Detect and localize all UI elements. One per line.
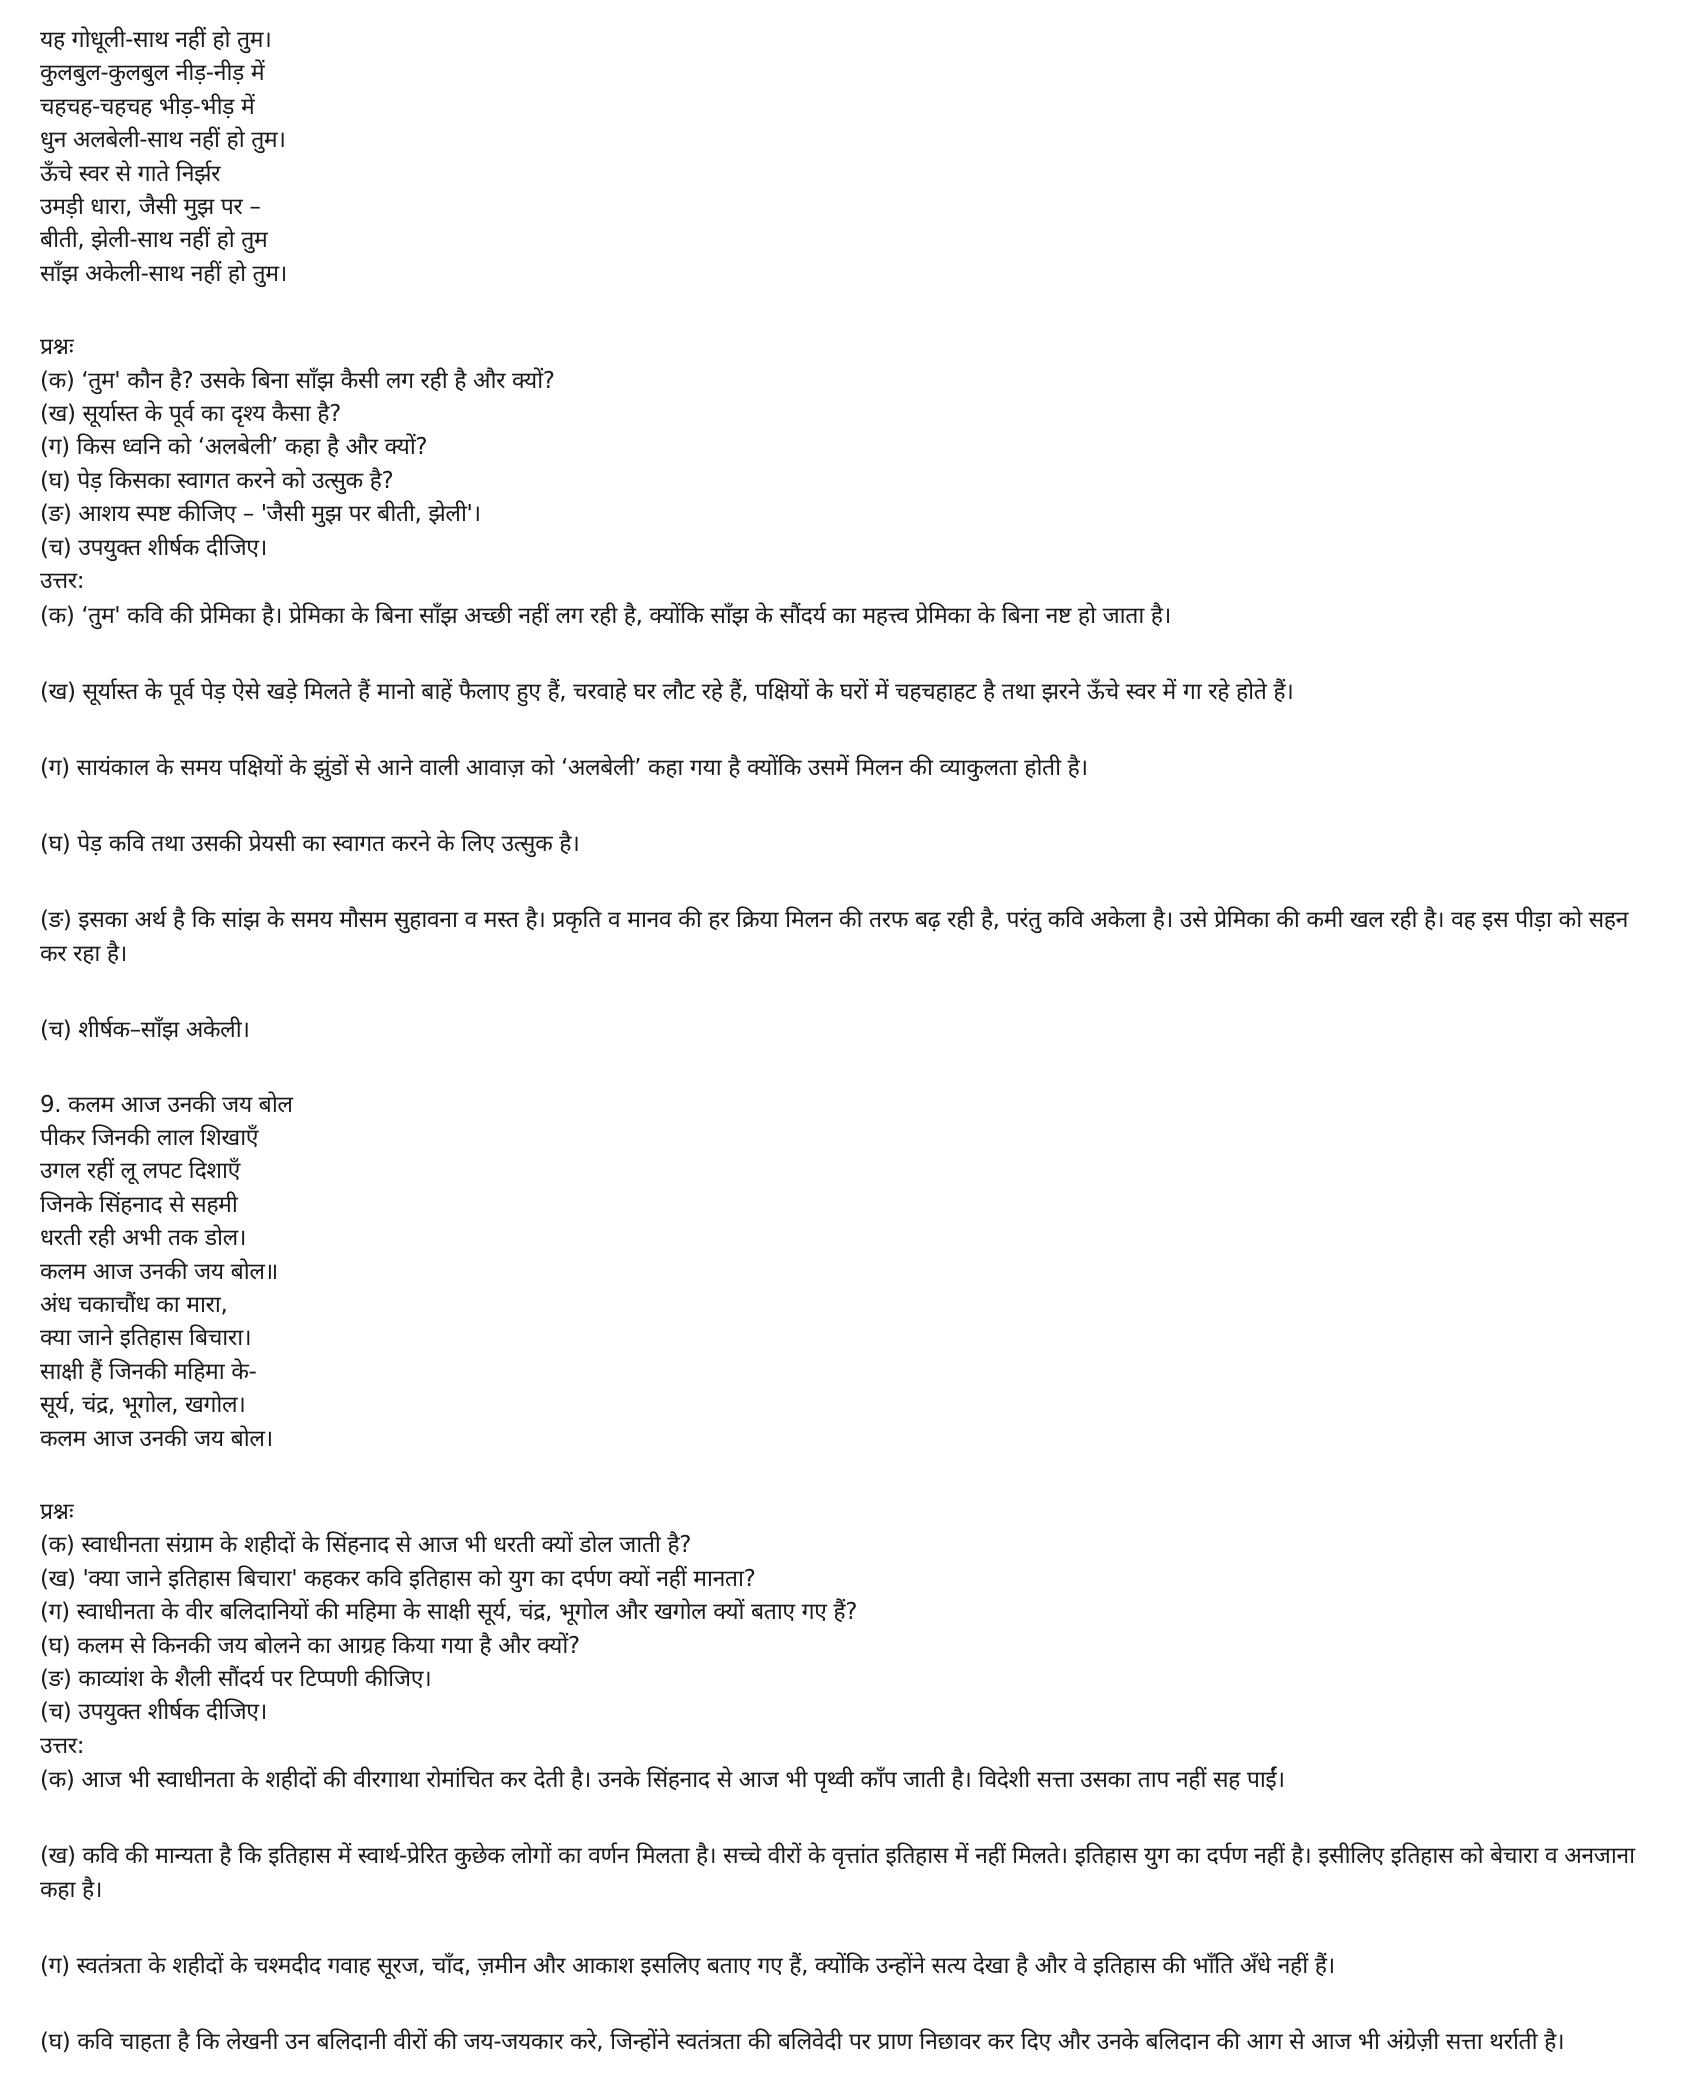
poem-line: ऊँचे स्वर से गाते निर्झर: [40, 160, 221, 187]
poem-line: पीकर जिनकी लाल शिखाएँ: [40, 1124, 259, 1151]
poem-line: सूर्य, चंद्र, भूगोल, खगोल।: [40, 1392, 246, 1419]
poem-line: कुलबुल-कुलबुल नीड़-नीड़ में: [40, 60, 265, 87]
poem-line: 9. कलम आज उनकी जय बोल: [40, 1091, 293, 1118]
poem-line: चहचह-चहचह भीड़-भीड़ में: [40, 93, 255, 120]
question-item: (घ) पेड़ किसका स्वागत करने को उत्सुक है?: [40, 467, 394, 494]
question-item: (ख) 'क्या जाने इतिहास बिचारा' कहकर कवि इतिहास को युग का दर्पण क्यों नहीं मानता?: [40, 1565, 756, 1592]
poem-line: यह गोधूली-साथ नहीं हो तुम।: [40, 27, 272, 53]
document-page: [40, 24, 1660, 2059]
poem-line: अंध चकाचौंध का मारा,: [40, 1291, 228, 1318]
answer-paragraph: (घ) कवि चाहता है कि लेखनी उन बलिदानी वीरों की जय-जयकार करे, जिन्होंने स्वतंत्रता की बलिवेदी पर प्राण निछावर कर दिए और उनके बलिदान की आग से आज भी अंग्रेज़ी सत्ता थर्राती है।: [40, 2029, 1565, 2056]
poem-line: उगल रहीं लू लपट दिशाएँ: [40, 1158, 240, 1185]
question-item: (ख) सूर्यास्त के पूर्व का दृश्य कैसा है?: [40, 401, 341, 428]
answer-paragraph: (ख) सूर्यास्त के पूर्व पेड़ ऐसे खड़े मिलते हैं मानो बाहें फैलाए हुए हैं, चरवाहे घर लौट रहे हैं, पक्षियों के घरों में चहचहाहट है तथा झरने ऊँचे स्वर में गा रहे होते हैं।: [40, 678, 1294, 705]
poem-line: बीती, झेली-साथ नहीं हो तुम: [40, 227, 268, 254]
answer-paragraph: (ख) कवि की मान्यता है कि इतिहास में स्वार्थ-प्रेरित कुछेक लोगों का वर्णन मिलता है। सच्चे वीरों के वृत्तांत इतिहास में नहीं मिलते। इतिहास युग का दर्पण नहीं है। इसीलिए इतिहास को बेचारा व अनजाना कहा है।: [40, 1843, 1635, 1904]
poem-2: [40, 1089, 1660, 1456]
answer-heading: उत्तर:: [40, 568, 85, 595]
poem-line: उमड़ी धारा, जैसी मुझ पर –: [40, 194, 261, 221]
questions-heading: प्रश्नः: [40, 1498, 74, 1525]
answer-paragraph: (क) आज भी स्वाधीनता के शहीदों की वीरगाथा रोमांचित कर देती है। उनके सिंहनाद से आज भी पृथ्वी काँप जाती है। विदेशी सत्ता उसका ताप नहीं सह पाईं।: [40, 1767, 1285, 1794]
questions-heading: प्रश्नः: [40, 334, 74, 361]
question-item: (ग) स्वाधीनता के वीर बलिदानियों की महिमा के साक्षी सूर्य, चंद्र, भूगोल और खगोल क्यों बताए गए हैं?: [40, 1599, 858, 1626]
question-item: (च) उपयुक्त शीर्षक दीजिए।: [40, 1699, 267, 1726]
question-item: (च) उपयुक्त शीर्षक दीजिए।: [40, 534, 267, 561]
poem-line: जिनके सिंहनाद से सहमी: [40, 1191, 238, 1218]
poem-line: क्या जाने इतिहास बिचारा।: [40, 1325, 252, 1352]
poem-line: साँझ अकेली-साथ नहीं हो तुम।: [40, 260, 287, 287]
poem-1: [40, 24, 1660, 291]
answer-paragraph: (च) शीर्षक–साँझ अकेली।: [40, 1016, 250, 1043]
answer-heading: उत्तर:: [40, 1732, 85, 1759]
answer-paragraph: (घ) पेड़ कवि तथा उसकी प्रेयसी का स्वागत करने के लिए उत्सुक है।: [40, 830, 580, 857]
answer-paragraph: (ङ) इसका अर्थ है कि सांझ के समय मौसम सुहावना व मस्त है। प्रकृति व मानव की हर क्रिया मिलन की तरफ बढ़ रही है, परंतु कवि अकेला है। उसे प्रेमिका की कमी खल रही है। वह इस पीड़ा को सहन कर रहा है।: [40, 906, 1628, 967]
question-item: (ग) किस ध्वनि को ‘अलबेली’ कहा है और क्यों?: [40, 434, 428, 461]
answer-paragraph: (ग) सायंकाल के समय पक्षियों के झुंडों से आने वाली आवाज़ को ‘अलबेली’ कहा गया है क्योंकि उसमें मिलन की व्याकुलता होती है।: [40, 754, 1088, 781]
answer-paragraph: (क) ‘तुम' कवि की प्रेमिका है। प्रेमिका के बिना साँझ अच्छी नहीं लग रही है, क्योंकि साँझ के सौंदर्य का महत्त्व प्रेमिका के बिना नष्ट हो जाता है।: [40, 602, 1171, 629]
questions-1: [40, 331, 1660, 598]
question-item: (ङ) काव्यांश के शैली सौंदर्य पर टिप्पणी कीजिए।: [40, 1666, 432, 1692]
poem-line: धरती रही अभी तक डोल।: [40, 1225, 247, 1252]
questions-2: [40, 1496, 1660, 1763]
question-item: (क) स्वाधीनता संग्राम के शहीदों के सिंहनाद से आज भी धरती क्यों डोल जाती है?: [40, 1532, 692, 1559]
poem-line: कलम आज उनकी जय बोल॥: [40, 1258, 278, 1285]
poem-line: कलम आज उनकी जय बोल।: [40, 1425, 273, 1452]
poem-line: धुन अलबेली-साथ नहीं हो तुम।: [40, 127, 286, 154]
question-item: (क) ‘तुम' कौन है? उसके बिना साँझ कैसी लग रही है और क्यों?: [40, 367, 555, 394]
question-item: (घ) कलम से किनकी जय बोलने का आग्रह किया गया है और क्यों?: [40, 1632, 580, 1659]
poem-line: साक्षी हैं जिनकी महिमा के-: [40, 1358, 257, 1385]
question-item: (ङ) आशय स्पष्ट कीजिए – 'जैसी मुझ पर बीती, झेली'।: [40, 501, 481, 528]
answer-paragraph: (ग) स्वतंत्रता के शहीदों के चश्मदीद गवाह सूरज, चाँद, ज़मीन और आकाश इसलिए बताए गए हैं, क्योंकि उन्होंने सत्य देखा है और वे इतिहास की भाँति अँधे नहीं हैं।: [40, 1953, 1335, 1980]
